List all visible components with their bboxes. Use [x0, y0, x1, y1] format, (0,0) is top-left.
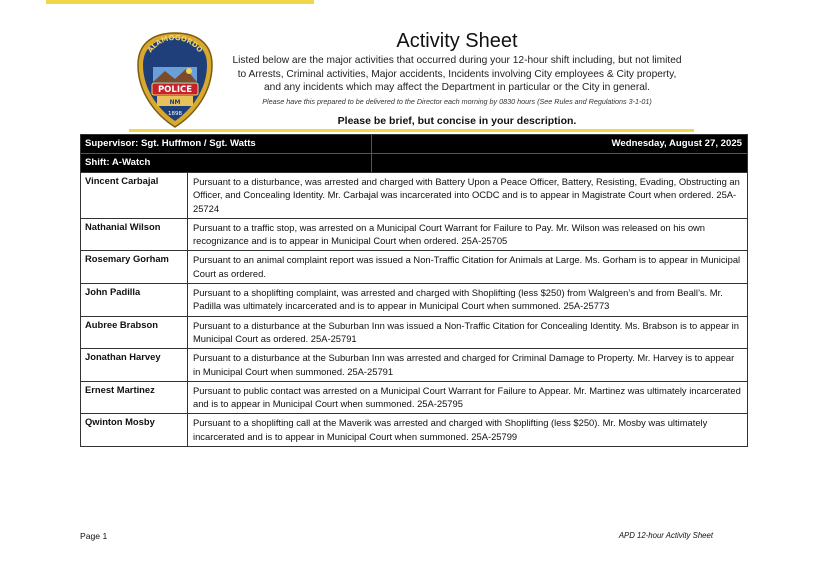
badge-top-text: ALAMOGORDO	[146, 33, 204, 55]
activity-table	[80, 134, 748, 447]
table-row	[81, 381, 747, 414]
supervisor-label: Supervisor: Sgt. Huffmon / Sgt. Watts	[81, 135, 372, 153]
table-row	[81, 250, 747, 283]
shift-bar	[81, 153, 747, 172]
incident-description: Pursuant to an animal complaint report was issued a Non-Traffic Citation for Animals at Large. Ms. Gorham is to appear in Municipal Court as ordered.	[193, 254, 741, 279]
incident-description: Pursuant to a disturbance, was arrested and charged with Battery Upon a Peace Officer, Battery, Resisting, Evading, Obstructing an Officer, and Concealing Identity. Mr. Carbajal was incarcerated into OCDC and is to appear in Magistrate Court when ordered. 25A-25724	[193, 176, 740, 214]
page-number: Page 1	[80, 531, 108, 541]
header-rule	[129, 129, 694, 132]
brief-instruction: Please be brief, but concise in your description.	[337, 115, 577, 127]
supervisor-bar	[81, 135, 747, 153]
incident-description: Pursuant to a disturbance at the Suburban Inn was issued a Non-Traffic Citation for Concealing Identity. Ms. Brabson is to appear in Municipal Court as ordered. 25A-25791	[193, 319, 739, 344]
person-name: Nathanial Wilson	[81, 219, 188, 251]
person-name: John Padilla	[81, 284, 188, 316]
table-row	[81, 218, 747, 251]
badge-year-text: 1898	[168, 111, 182, 117]
person-name: Ernest Martinez	[81, 382, 188, 414]
incident-description: Pursuant to a shoplifting call at the Maverik was arrested and charged with Shoplifting (less $250). Mr. Mosby was ultimately incarcerated and is to appear in Municipal Court when summoned. 25A-25799	[193, 417, 708, 442]
shift-bar-blank	[372, 154, 747, 172]
police-badge-logo	[136, 31, 214, 129]
intro-text: Listed below are the major activities that occurred during your 12-hour shift including, but not limited to Arrests, Criminal activities, Major accidents, Incidents involving City employees & City property, and any incidents which may affect the Department in particular or the City in general.	[232, 55, 682, 93]
shift-label: Shift: A-Watch	[81, 154, 372, 172]
table-row	[81, 316, 747, 349]
person-name: Qwinton Mosby	[81, 414, 188, 446]
badge-state-text: NM	[169, 99, 181, 106]
person-name: Rosemary Gorham	[81, 251, 188, 283]
table-row	[81, 348, 747, 381]
delivery-note: Please have this prepared to be delivered to the Director each morning by 0830 hours (See Rules and Regulations 3-1-01)	[262, 97, 652, 106]
page-title: Activity Sheet	[396, 30, 518, 52]
badge-center-text: POLICE	[157, 85, 193, 95]
top-accent-bar	[46, 0, 314, 4]
report-date: Wednesday, August 27, 2025	[611, 138, 742, 149]
table-row	[81, 413, 747, 446]
incident-description: Pursuant to a disturbance at the Suburban Inn was arrested and charged for Criminal Damage to Property. Mr. Harvey is to appear in Municipal Court when summoned. 25A-25791	[193, 352, 735, 377]
person-name: Aubree Brabson	[81, 317, 188, 349]
table-row	[81, 283, 747, 316]
incident-description: Pursuant to a traffic stop, was arrested on a Municipal Court Warrant for Failure to Pay. Mr. Wilson was released on his own recognizance and is to appear in Municipal Court when ordered. 25A-25705	[193, 221, 706, 247]
document-name: APD 12-hour Activity Sheet	[618, 531, 713, 540]
person-name: Jonathan Harvey	[81, 349, 188, 381]
person-name: Vincent Carbajal	[81, 173, 188, 218]
incident-description: Pursuant to a shoplifting complaint, was arrested and charged with Shoplifting (less $250) from Walgreen’s and from Beall’s. Mr. Padilla was ultimately incarcerated and is to appear in Municipal Court when summoned. 25A-25773	[193, 287, 723, 312]
table-row	[81, 172, 747, 218]
incident-description: Pursuant to public contact was arrested on a Municipal Court Warrant for Failure to Appear. Mr. Martinez was ultimately incarcerated and is to appear in Municipal Court when summoned. 25A-25795	[193, 384, 741, 410]
